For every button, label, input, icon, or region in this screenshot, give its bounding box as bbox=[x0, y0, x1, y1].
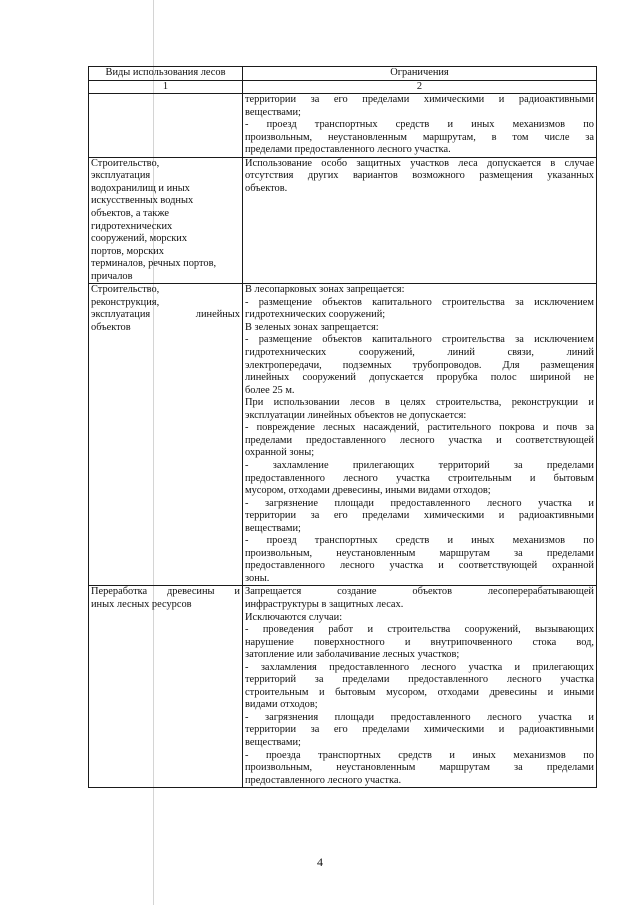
text-line: Строительство, bbox=[91, 284, 160, 296]
page-number: 4 bbox=[317, 855, 323, 869]
text-line: объектов. bbox=[245, 182, 288, 194]
restrictions-cell bbox=[243, 284, 597, 586]
text-line: гидротехнических bbox=[91, 220, 173, 232]
table-header-row bbox=[89, 67, 597, 81]
text-line: предоставленного лесного участка и соответствующей охранной bbox=[245, 560, 594, 572]
text-line: Переработка древесины и bbox=[91, 586, 240, 598]
restrictions-cell bbox=[243, 586, 597, 788]
text-line: объектов bbox=[91, 321, 131, 333]
text-line: Исключаются случаи: bbox=[245, 611, 343, 623]
text-line: искусственных водных bbox=[91, 195, 194, 207]
text-line: гидротехнических сооружений; bbox=[245, 309, 386, 321]
table-row bbox=[89, 94, 597, 158]
text-line: эксплуатация линейных bbox=[91, 309, 240, 321]
text-line: более 25 м. bbox=[245, 384, 295, 396]
text-line: При использовании лесов в целях строительства, реконструкции и bbox=[245, 397, 594, 409]
text-line: В лесопарковых зонах запрещается: bbox=[245, 284, 405, 296]
text-line: - захламления предоставленного лесного участка и прилегающих bbox=[245, 661, 594, 673]
text-line: веществами; bbox=[245, 106, 301, 118]
table-body bbox=[89, 94, 597, 788]
text-line: веществами; bbox=[245, 522, 301, 534]
text-line: - загрязнение площади предоставленного лесного участка и bbox=[245, 497, 594, 509]
text-line: Использование особо защитных участков леса допускается в случае bbox=[245, 157, 594, 169]
text-line: произвольным, неустановленным маршрутам за пределами bbox=[245, 762, 594, 774]
text-line: - повреждение лесных насаждений, растительного покрова и почв за bbox=[245, 422, 594, 434]
text-line: водохранилищ и иных bbox=[91, 182, 190, 194]
text-line: объектов, а также bbox=[91, 208, 170, 220]
text-line: территории за его пределами химическими и радиоактивными bbox=[245, 94, 594, 106]
text-line: реконструкция, bbox=[91, 296, 160, 308]
text-line: - загрязнения площади предоставленного лесного участка и bbox=[245, 711, 594, 723]
activity-cell bbox=[89, 94, 243, 158]
header-activity-cell: Виды использования лесов bbox=[89, 67, 243, 81]
text-line: - проезд транспортных средств и иных механизмов по bbox=[245, 535, 594, 547]
text-line: - размещение объектов капитального строительства за исключением bbox=[245, 296, 594, 308]
text-line: сооружений, морских bbox=[91, 233, 188, 245]
column-number-1: 1 bbox=[89, 80, 243, 94]
activity-cell bbox=[89, 586, 243, 788]
text-line: эксплуатации линейных объектов не допускается: bbox=[245, 409, 467, 421]
text-line: причалов bbox=[91, 270, 133, 282]
text-line: строительным и бытовым мусором, отходами древесины и иными bbox=[245, 686, 594, 698]
activity-cell bbox=[89, 284, 243, 586]
text-line: территории за его пределами химическими и радиоактивными bbox=[245, 510, 594, 522]
text-line: территории за его пределами химическими и радиоактивными bbox=[245, 724, 594, 736]
text-line: электропередачи, подземных трубопроводов. Для размещения bbox=[245, 359, 594, 371]
table-row bbox=[89, 586, 597, 788]
text-line: пределами предоставленного лесного участка. bbox=[245, 144, 451, 156]
text-line: - проезда транспортных средств и иных механизмов по bbox=[245, 749, 594, 761]
text-line: предоставленного лесного участка строительным и бытовым bbox=[245, 472, 594, 484]
text-line: В зеленых зонах запрещается: bbox=[245, 321, 379, 333]
text-line: инфраструктуры в защитных лесах. bbox=[245, 598, 404, 610]
text-line: Запрещается создание объектов лесоперерабатывающей bbox=[245, 586, 594, 598]
text-line: веществами; bbox=[245, 736, 301, 748]
forest-use-restrictions-table bbox=[88, 66, 597, 788]
table-row bbox=[89, 157, 597, 283]
text-line: охранной зоны; bbox=[245, 447, 315, 459]
text-line: пределами предоставленного лесного участка и соответствующей bbox=[245, 434, 594, 446]
text-line: нарушение поверхностного и внутрипочвенного стока вод, bbox=[245, 636, 594, 648]
text-line: портов, морских bbox=[91, 245, 164, 257]
text-line: предоставленного лесного участка. bbox=[245, 774, 402, 786]
text-line: эксплуатация bbox=[91, 170, 151, 182]
text-line: гидротехнических сооружений, линий связи, линий bbox=[245, 347, 594, 359]
column-number-2: 2 bbox=[243, 80, 597, 94]
text-line: территорий за пределами предоставленного лесного участка bbox=[245, 674, 594, 686]
text-line: произвольным, неустановленным маршрутам за пределами bbox=[245, 547, 594, 559]
activity-cell bbox=[89, 157, 243, 283]
column-number-row bbox=[89, 80, 597, 94]
restrictions-cell bbox=[243, 94, 597, 158]
text-line: Строительство, bbox=[91, 157, 160, 169]
text-line: - проезд транспортных средств и иных механизмов по bbox=[245, 119, 594, 131]
header-restrictions-cell: Ограничения bbox=[243, 67, 597, 81]
text-line: - размещение объектов капитального строительства за исключением bbox=[245, 334, 594, 346]
text-line: отсутствия других вариантов возможного размещения указанных bbox=[245, 170, 594, 182]
restrictions-cell bbox=[243, 157, 597, 283]
text-line: терминалов, речных портов, bbox=[91, 258, 217, 270]
table-row bbox=[89, 284, 597, 586]
text-line: произвольным, неустановленным маршрутам, в том числе за bbox=[245, 131, 594, 143]
text-line: зоны. bbox=[245, 572, 270, 584]
text-line: иных лесных ресурсов bbox=[91, 598, 192, 610]
text-line: мусором, отходами древесины, иными видами отходов; bbox=[245, 485, 491, 497]
text-line: видами отходов; bbox=[245, 699, 318, 711]
text-line: линейных сооружений допускается прорубка полос шириной не bbox=[245, 372, 594, 384]
text-line: - захламление прилегающих территорий за пределами bbox=[245, 459, 594, 471]
text-line: затопление или заболачивание лесных участков; bbox=[245, 649, 460, 661]
text-line: - проведения работ и строительства сооружений, вызывающих bbox=[245, 624, 594, 636]
